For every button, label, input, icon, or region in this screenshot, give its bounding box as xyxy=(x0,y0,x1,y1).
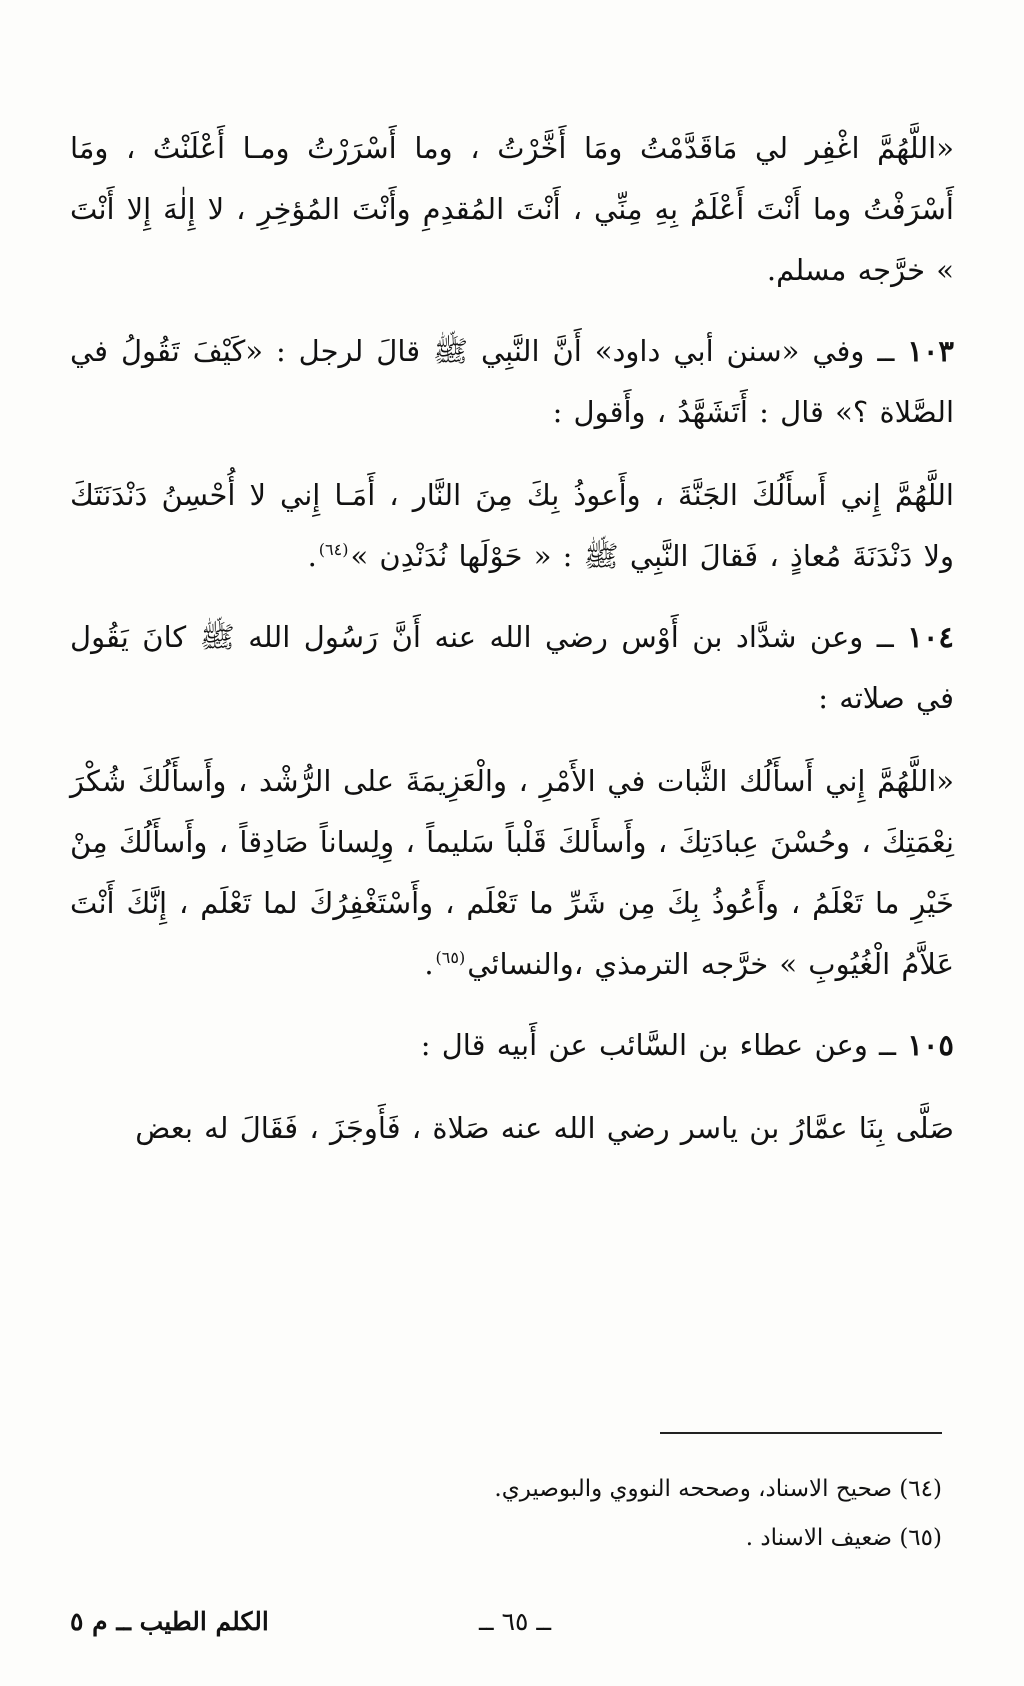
paragraph-hadith-103 xyxy=(70,321,954,443)
hadith-number: ١٠٣ xyxy=(907,334,954,368)
book-title: الكلم الطيب ــ م ٥ xyxy=(70,1607,269,1636)
paragraph-dua-jannah xyxy=(70,465,954,587)
footnote-divider xyxy=(660,1432,942,1434)
page-number: ــ ٦٥ ــ xyxy=(478,1607,552,1636)
paragraph-text: ــ وفي «سنن أبي داود» أَنَّ النَّبِي ﷺ قالَ لرجل : «كَيْفَ تَقُولُ في الصَّلاة ؟» قال : أَتَشَهَّدُ ، وأَقول : xyxy=(70,334,954,429)
paragraph-text: ــ وعن شدَّاد بن أَوْس رضي الله عنه أَنَّ رَسُول الله ﷺ كانَ يَقُول في صلاته : xyxy=(70,620,954,715)
paragraph-hadith-104 xyxy=(70,607,954,729)
footnotes xyxy=(82,1465,942,1563)
footnote-64: (٦٤) صحيح الاسناد، وصححه النووي والبوصيري. xyxy=(494,1476,942,1502)
footnote-ref-64: (٦٤) xyxy=(318,540,349,560)
paragraph-text: ــ وعن عطاء بن السَّائب عن أَبيه قال : xyxy=(420,1028,897,1062)
paragraph-text: صَلَّى بِنَا عمَّارُ بن ياسر رضي الله عنه صَلاة ، فَأَوجَزَ ، فَقَالَ له بعض xyxy=(135,1111,954,1145)
paragraph-text: «اللَّهُمَّ اغْفِر لي مَاقَدَّمْتُ ومَا أَخَّرْتُ ، وما أَسْرَرْتُ ومـا أَعْلَنْتُ ، ومَا أَسْرَفْتُ وما أَنْتَ أَعْلَمُ بِهِ مِنِّي ، أَنْتَ المُقدِمِ وأَنْتَ المُؤخِرِ ، لا إِلٰهَ إِلا أَنْتَ » خرَّجه مسلم. xyxy=(70,131,954,287)
paragraph-dua-thabat xyxy=(70,751,954,995)
paragraph-tail: . xyxy=(424,947,434,981)
paragraph-dua-muslim xyxy=(70,118,954,301)
footnote-65: (٦٥) ضعيف الاسناد . xyxy=(745,1525,942,1551)
hadith-number: ١٠٥ xyxy=(907,1028,954,1062)
hadith-number: ١٠٤ xyxy=(907,620,955,654)
paragraph-tail: . xyxy=(307,539,317,573)
paragraph-text: «اللَّهُمَّ إِني أَسأَلُك الثَّبات في الأَمْرِ ، والْعَزِيمَةَ على الرُّشْد ، وأَسأَلُكَ شُكْرَ نِعْمَتِكَ ، وحُسْنَ عِبادَتِكَ ، وأَسأَلكَ قَلْباً سَليماً ، وِلِساناً صَادِقاً ، وأَسأَلُكَ مِنْ خَيْرِ ما تَعْلَمُ ، وأَعُوذُ بِكَ مِن شَرِّ ما تَعْلَم ، وأَسْتَغْفِرُكَ لما تَعْلَم ، إِنَّكَ أَنْتَ عَلاَّمُ الْغُيُوبِ » خرَّجه الترمذي ،والنسائي xyxy=(70,764,954,981)
page-footer xyxy=(0,1607,1024,1657)
paragraph-text: اللَّهُمَّ إِني أَسأَلُكَ الجَنَّةَ ، وأَعوذُ بِكَ مِنَ النَّار ، أَمَـا إِني لا أُحْسِنُ دَنْدَنَتَكَ ولا دَنْدَنَةَ مُعاذٍ ، فَقالَ النَّبِي ﷺ : « حَوْلَها نُدَنْدِن » xyxy=(70,478,954,573)
paragraph-ammar xyxy=(70,1098,954,1159)
footnote-ref-65: (٦٥) xyxy=(435,948,466,968)
paragraph-hadith-105 xyxy=(70,1015,954,1076)
page-body xyxy=(70,118,954,1179)
